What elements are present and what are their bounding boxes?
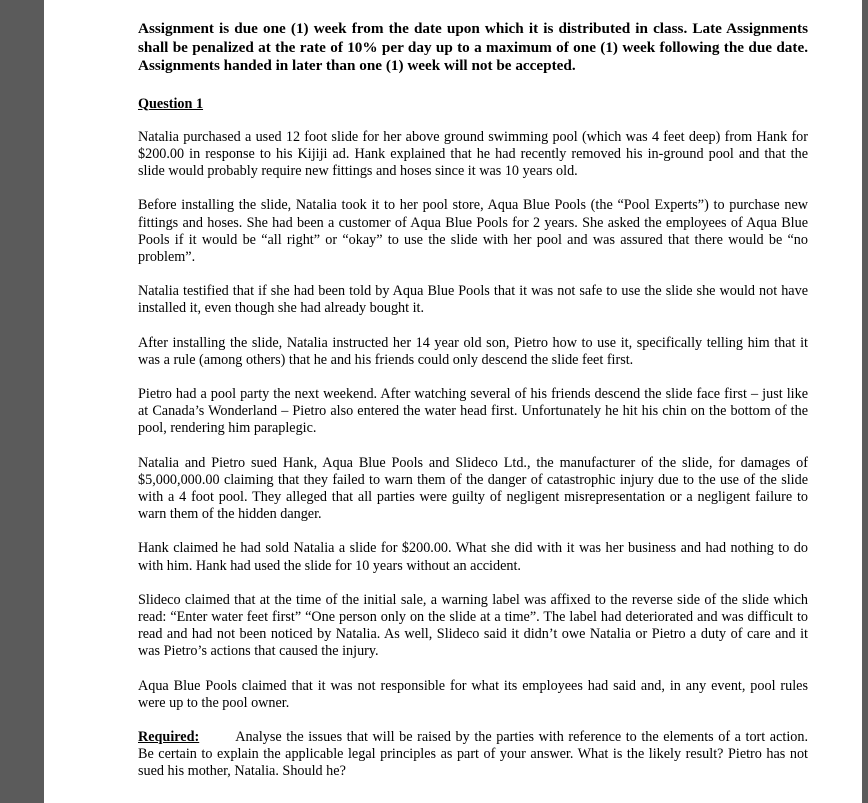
- required-label: Required:: [138, 728, 200, 745]
- paragraph-2: Before installing the slide, Natalia took it to her pool store, Aqua Blue Pools (the “Pool Experts”) to purchase new fittings and hoses. She had been a customer of Aqua Blue Pools for 2 years. She asked the employees of Aqua Blue Pools if it would be “all right” or “okay” to use the slide with her pool and was assured that there would be “no problem”.: [138, 197, 808, 265]
- paragraph-8: Slideco claimed that at the time of the initial sale, a warning label was affixed to the reverse side of the slide which read: “Enter water feet first” “One person only on the slide at a time”. The label had deteriorated and was difficult to read and had not been noticed by Natalia. As well, Slideco said it didn’t owe Natalia or Pietro a duty of care and it was Pietro’s actions that caused the injury.: [138, 591, 808, 660]
- paragraph-5: Pietro had a pool party the next weekend. After watching several of his friends descend the slide face first – just like at Canada’s Wonderland – Pietro also entered the water head first. Unfortunately he hit his chin on the bottom of the pool, rendering him paraplegic.: [138, 385, 808, 437]
- question-heading: Question 1: [138, 95, 204, 112]
- paragraph-4: After installing the slide, Natalia instructed her 14 year old son, Pietro how to use it, specifically telling him that it was a rule (among others) that he and his friends could only descend the slide feet first.: [138, 334, 808, 368]
- paragraph-1: Natalia purchased a used 12 foot slide for her above ground swimming pool (which was 4 feet deep) from Hank for $200.00 in response to his Kijiji ad. Hank explained that he had recently removed his in-ground pool and that the slide would probably require new fittings and hoses since it was 10 years old.: [138, 128, 808, 180]
- required-paragraph: [138, 729, 808, 781]
- document-content: [138, 20, 808, 781]
- document-page: [44, 0, 862, 803]
- paragraph-3: Natalia testified that if she had been told by Aqua Blue Pools that it was not safe to use the slide she would not have installed it, even though she had already bought it.: [138, 283, 808, 317]
- paragraph-9: Aqua Blue Pools claimed that it was not responsible for what its employees had said and, in any event, pool rules were up to the pool owner.: [138, 677, 808, 711]
- assignment-notice: Assignment is due one (1) week from the date upon which it is distributed in class. Late Assignments shall be penalized at the rate of 10% per day up to a maximum of one (1) week following the due date. Assignments handed in later than one (1) week will not be accepted.: [138, 20, 808, 74]
- required-text: Analyse the issues that will be raised by the parties with reference to the elements of a tort action. Be certain to explain the applicable legal principles as part of your answer. What is the likely result? Pietro has not sued his mother, Natalia. Should he?: [138, 728, 808, 780]
- paragraph-7: Hank claimed he had sold Natalia a slide for $200.00. What she did with it was her business and had nothing to do with him. Hank had used the slide for 10 years without an accident.: [138, 540, 808, 574]
- paragraph-6: Natalia and Pietro sued Hank, Aqua Blue Pools and Slideco Ltd., the manufacturer of the slide, for damages of $5,000,000.00 claiming that they failed to warn them of the danger of catastrophic injury due to the use of the slide with a 4 foot pool. They alleged that all parties were guilty of negligent misrepresentation or a negligent failure to warn them of the hidden danger.: [138, 454, 808, 523]
